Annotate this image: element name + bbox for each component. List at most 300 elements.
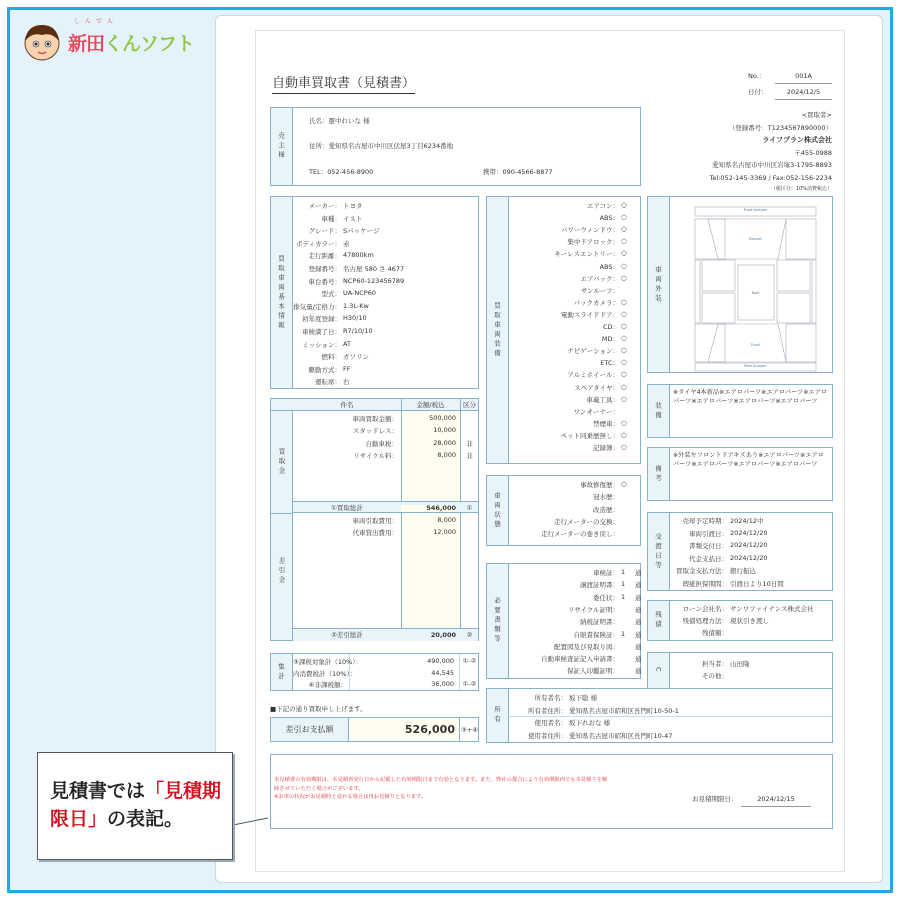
summary-amount: 490,000 — [427, 657, 454, 665]
summary-row — [293, 669, 478, 680]
list-item — [293, 239, 478, 251]
exterior-box — [647, 196, 833, 373]
notice-line-1: 本見積書の有効期限は、本見積書発行日から記載した有効期限日まで有効となります。また、弊社の都合により有効期限内でも本見積りを解 — [274, 777, 608, 783]
list-item — [509, 407, 640, 419]
list-item — [509, 529, 640, 541]
item-value: サンワファイナンス株式会社 — [730, 605, 814, 613]
item-value: トヨタ — [343, 202, 363, 210]
item-value: ○ — [621, 418, 627, 427]
logo — [22, 18, 195, 62]
item-key: アルミホイール： — [567, 371, 619, 380]
list-item — [509, 568, 640, 580]
item-key: 車種： — [321, 214, 341, 223]
item-unit: 通 — [635, 630, 642, 639]
list-item — [293, 251, 478, 263]
list-item — [509, 395, 640, 407]
item-value: 2024/12/20 — [730, 553, 768, 562]
list-item — [509, 201, 640, 213]
item-value: ○ — [621, 443, 627, 451]
item-value: ガソリン — [343, 353, 369, 362]
item-value: 坂下れおな 様 — [569, 719, 611, 727]
item-value: ○ — [621, 249, 627, 258]
money-row — [293, 426, 478, 438]
payment-formula: ③+④ — [460, 726, 479, 734]
buyer-reg: （登録番号：T1234567890000） — [728, 123, 832, 132]
item-value: 現状引き渡し — [730, 617, 769, 625]
logo-text-green: くんソフト — [104, 32, 195, 55]
list-item — [293, 289, 478, 301]
expiry-value: 2024/12/15 — [741, 796, 811, 807]
item-key: 車台番号： — [308, 277, 341, 286]
list-item — [509, 322, 640, 334]
list-item — [509, 346, 640, 358]
money-amount: 500,000 — [429, 414, 456, 422]
notice-text — [274, 776, 607, 802]
seller-mobile-label: 携帯： — [483, 168, 503, 176]
summary-formula: ①-② — [462, 657, 477, 665]
money-kubun: 非 — [466, 439, 473, 448]
money-amount: 8,000 — [437, 450, 456, 459]
rear-bumper-label: Rear bumper — [744, 364, 767, 368]
item-key: ワンオーナー： — [573, 407, 619, 416]
item-key: ABS： — [599, 262, 619, 271]
summary-amount: 36,000 — [431, 680, 454, 688]
item-value: ○ — [621, 201, 627, 209]
seller-label: 売主様 — [277, 132, 285, 161]
money-amount: 12,000 — [433, 528, 456, 537]
contact-box — [647, 652, 833, 689]
list-item — [509, 492, 640, 504]
purchase-section-label: 買取金 — [277, 447, 286, 477]
item-value: ○ — [621, 261, 627, 270]
boy-face-icon — [22, 22, 62, 62]
item-value: 山田隆 — [730, 660, 750, 668]
item-key: ミッション： — [302, 340, 341, 349]
item-value: AT — [343, 339, 351, 348]
item-key: 運転席： — [315, 378, 341, 387]
list-item — [670, 671, 832, 683]
purchase-total-code: ① — [466, 504, 473, 512]
item-value: ○ — [621, 213, 627, 222]
list-item — [509, 630, 640, 642]
purchase-total-label: ①買取総計 — [331, 504, 363, 512]
condition-box — [486, 475, 641, 546]
list-item — [509, 517, 640, 529]
item-value: ○ — [621, 382, 627, 391]
item-key: キーレスエントリー： — [554, 250, 619, 259]
list-item — [670, 529, 832, 541]
item-key: 自動車検査証記入申請書： — [541, 655, 619, 664]
payment-value: 526,000 — [349, 718, 460, 741]
list-item — [293, 264, 478, 276]
no-label: No.： — [748, 72, 766, 80]
trunk-label: Trunk — [750, 343, 761, 347]
buyer-heading: <買取者> — [801, 111, 832, 119]
item-value: 2024/12中 — [730, 517, 764, 525]
list-item — [509, 580, 640, 592]
item-key: 譲渡証明書： — [580, 581, 619, 590]
item-key: 買取金支払方法： — [676, 567, 728, 575]
item-value: 1 — [621, 592, 626, 601]
item-value: 47800km — [343, 251, 374, 260]
item-value: ○ — [621, 309, 627, 318]
item-unit: 通 — [635, 618, 642, 627]
remarks-text: ※外装左フロントドアキズあり※エアロパーツ※エアロパーツ※エアロパーツ※エアロパーツ※エアロパーツ — [673, 452, 824, 468]
item-value: ○ — [621, 297, 627, 306]
offer-note: ■下記の通り買取申し上げます。 — [270, 705, 367, 713]
item-key: 保証人印鑑証明： — [567, 667, 619, 676]
item-unit: 通 — [635, 593, 642, 602]
money-row — [293, 451, 478, 463]
list-item — [509, 334, 640, 346]
logo-text-red: 新田 — [68, 32, 105, 55]
document-title: 自動車買取書（見積書） — [272, 76, 415, 94]
callout-pre: 見積書では — [50, 780, 146, 802]
item-value: 愛知県名古屋市昭和区長門町10-50-1 — [569, 706, 679, 715]
debt-box — [647, 600, 833, 641]
item-key: 担当者： — [702, 660, 728, 668]
vehicle-info-label: 買取車両基本情報 — [277, 254, 285, 331]
seller-box — [270, 107, 641, 186]
equipment-label: 買取車両装備 — [493, 301, 501, 359]
summary-item: ④非課税額： — [308, 681, 347, 689]
deduct-total-row — [293, 628, 478, 641]
date-label: 日付： — [748, 88, 768, 96]
item-key: 所有者名： — [534, 694, 567, 702]
list-item — [509, 370, 640, 382]
money-item: 自動車税： — [365, 439, 398, 448]
seller-tel-label: TEL： — [309, 168, 328, 176]
seller-name — [309, 118, 370, 125]
list-item — [509, 706, 832, 718]
summary-label: 集計 — [277, 662, 285, 682]
front-bumper-label: Front bumper — [743, 208, 768, 212]
item-value: 2024/12/20 — [730, 528, 768, 537]
list-item — [509, 431, 640, 443]
item-key: バックカメラ： — [573, 298, 619, 307]
callout-highlight: 「見積期限日」 — [50, 780, 222, 830]
item-key: 委任状： — [593, 593, 619, 602]
list-item — [509, 383, 640, 395]
list-item — [509, 642, 640, 654]
item-key: リサイクル証明： — [567, 605, 619, 614]
item-key: スペアタイヤ： — [574, 383, 619, 392]
money-row — [293, 516, 478, 528]
buyer-zip: 〒455-0988 — [794, 148, 832, 157]
item-key: 売却予定時期： — [682, 517, 728, 525]
item-key: メーカー： — [308, 202, 341, 210]
list-item — [509, 262, 640, 274]
list-item — [509, 593, 640, 605]
list-item — [509, 731, 832, 743]
seller-tel — [309, 169, 373, 176]
item-key: 事故修復歴： — [580, 481, 619, 489]
item-value: UA-NCP60 — [343, 289, 376, 298]
money-item: リサイクル料： — [353, 451, 398, 460]
item-key: 走行メーターの巻き戻し： — [541, 530, 619, 539]
item-key: ナビゲーション： — [567, 347, 619, 356]
summary-amount: 44,545 — [431, 668, 454, 677]
item-key: 車検証： — [593, 569, 619, 577]
notice-line-3: ※お車の状況がお見積時と変わる場合は再お見積りとなります。 — [274, 794, 427, 800]
item-key: 残債処理方法： — [682, 617, 728, 625]
contact-label: C — [654, 666, 663, 675]
item-unit: 通 — [635, 642, 642, 651]
item-value: ○ — [621, 237, 627, 246]
item-unit: 通 — [635, 667, 642, 676]
documents-label: 必要書類等 — [493, 597, 501, 645]
item-value: ○ — [621, 225, 627, 234]
item-key: ローン会社名： — [682, 605, 728, 613]
item-unit: 通 — [635, 569, 642, 577]
list-item — [509, 286, 640, 298]
list-item — [293, 214, 478, 226]
money-row — [293, 414, 478, 426]
deduct-total-label: ②差引総計 — [331, 631, 363, 639]
money-amount: 10,000 — [433, 426, 456, 435]
item-key: 登録番号： — [308, 265, 341, 273]
item-value: 1 — [621, 568, 626, 576]
item-value: ○ — [621, 273, 627, 282]
list-item — [509, 310, 640, 322]
item-unit: 通 — [635, 581, 642, 590]
buyer-telfax: Tel:052-145-3369 / Fax:052-156-2234 — [709, 173, 832, 182]
item-key: 排気量/定格力： — [293, 302, 341, 311]
item-value: H30/10 — [343, 314, 367, 323]
purchase-total-value: 546,000 — [401, 505, 456, 512]
item-value: 2024/12/20 — [730, 541, 768, 549]
item-key: 電動スライドドア： — [560, 310, 619, 319]
item-key: 代金支払日： — [689, 554, 728, 563]
item-key: ABS： — [599, 214, 619, 223]
item-value: 1.3L-Kw — [343, 301, 369, 310]
money-table — [270, 398, 479, 641]
list-item — [670, 604, 832, 616]
list-item — [509, 666, 640, 678]
remarks-label: 備考 — [654, 464, 662, 484]
money-amount: 8,000 — [437, 516, 456, 524]
list-item — [509, 274, 640, 286]
item-key: エアバック： — [580, 274, 619, 283]
list-item — [670, 554, 832, 566]
purchase-total-row — [293, 501, 478, 513]
list-item — [293, 277, 478, 289]
item-key: パワーウィンドウ： — [560, 226, 619, 235]
item-value: ○ — [621, 322, 627, 330]
item-value: 引渡日より10日間 — [730, 579, 784, 588]
item-key: 改造歴： — [593, 505, 619, 514]
item-key: 車検満了日： — [302, 328, 341, 336]
condition-label: 車両状態 — [493, 491, 501, 530]
seller-address — [309, 143, 453, 150]
logo-ruby: しんでん — [74, 18, 119, 25]
accessories-label: 装備 — [654, 401, 662, 421]
item-key: CD： — [602, 323, 619, 331]
notice-line-2: 除させていただく場合がございます。 — [274, 785, 364, 792]
money-kubun: 非 — [466, 451, 473, 460]
list-item — [509, 443, 640, 455]
summary-row — [293, 680, 478, 691]
item-key: 初年度登録： — [302, 315, 341, 324]
item-value: NCP60-123456789 — [343, 276, 405, 285]
item-key: 車両引渡日： — [689, 529, 728, 538]
item-key: 型式： — [321, 290, 341, 299]
list-item — [670, 541, 832, 553]
list-item — [293, 352, 478, 364]
list-item — [293, 377, 478, 389]
accessories-box — [647, 384, 833, 438]
expiry-label: お見積期限日： — [692, 795, 738, 803]
money-item: スタッドレス： — [352, 427, 398, 436]
item-value: ○ — [621, 430, 627, 439]
accessories-text: ※タイヤ4本新品※エアロパーツ※エアロパーツ※エアロパーツ※エアロパーツ※エアロパーツ※エアロパーツ — [673, 389, 827, 405]
summary-item: ③課税対象計（10%）： — [293, 658, 363, 666]
list-item — [509, 419, 640, 431]
item-key: 記録簿： — [593, 444, 619, 452]
item-key: グレード： — [308, 227, 341, 236]
item-key: 使用者住所： — [528, 731, 567, 740]
list-item — [293, 340, 478, 352]
item-value: ○ — [621, 480, 627, 488]
item-key: 瑕疵担保期間： — [682, 579, 728, 588]
bonnet-label: Bonnet — [749, 237, 762, 241]
item-value: 銀行振込 — [730, 567, 756, 575]
summary-item: 内消費税計（10%）： — [293, 669, 357, 678]
equipment-box — [486, 196, 641, 464]
exterior-label: 車両外装 — [654, 265, 662, 304]
list-item — [293, 226, 478, 238]
list-item — [509, 249, 640, 261]
deduct-total-code: ② — [466, 631, 473, 639]
buyer-tax-note: （税区分：10%消費税込） — [770, 186, 832, 192]
item-key: ETC： — [600, 359, 619, 368]
item-value: ○ — [621, 334, 627, 343]
item-value: 1 — [621, 580, 626, 589]
seller-mobile — [483, 169, 553, 176]
item-value: ○ — [621, 370, 627, 379]
owner-box — [486, 688, 833, 743]
item-value: 名古屋 580 さ 4677 — [343, 265, 405, 273]
item-unit: 通 — [635, 655, 642, 664]
list-item — [509, 213, 640, 225]
list-item — [670, 616, 832, 628]
money-amount: 28,000 — [433, 438, 456, 447]
buyer-address: 愛知県名古屋市中川区岩塚3-1795-8893 — [712, 161, 832, 169]
list-item — [509, 654, 640, 666]
item-key: 燃料： — [321, 353, 341, 362]
item-value: Sパッケージ — [343, 227, 380, 236]
seller-name-value: 靈中れいな 様 — [328, 117, 370, 125]
item-key: 配置図及び見取り図： — [554, 642, 619, 651]
list-item — [670, 659, 832, 671]
buyer-company: ライフプラン株式会社 — [762, 136, 832, 144]
delivery-box — [647, 512, 833, 591]
item-key: 納税証明書： — [580, 618, 619, 627]
seller-address-label: 住所： — [309, 142, 329, 150]
list-item — [509, 505, 640, 517]
money-row — [293, 528, 478, 540]
item-key: 禁煙車： — [593, 419, 619, 428]
item-key: 自賠責保険証： — [573, 630, 619, 639]
item-key: サンルーフ： — [580, 286, 619, 295]
list-item — [509, 480, 640, 492]
callout-pointer — [230, 800, 270, 830]
list-item — [670, 516, 832, 528]
debt-label: 残債 — [654, 611, 662, 630]
list-item — [509, 605, 640, 617]
list-item — [509, 693, 832, 705]
item-key: 集中ドアロック： — [567, 238, 619, 247]
header-item: 件名 — [340, 401, 354, 409]
deduct-total-value: 20,000 — [430, 631, 456, 639]
item-key: 冠水歴： — [593, 493, 619, 502]
item-value: 愛知県名古屋市昭和区長門町10-47 — [569, 731, 673, 740]
summary-formula: ①-② — [462, 680, 477, 688]
payment-box — [270, 717, 479, 742]
list-item — [509, 718, 832, 730]
list-item — [293, 365, 478, 377]
item-value: 右 — [343, 378, 350, 387]
seller-tel-value: 052-456-8900 — [327, 168, 374, 176]
roof-label: Roof — [751, 291, 760, 295]
list-item — [293, 314, 478, 326]
seller-address-value: 愛知県名古屋市中川区伏屋3丁目6234番地 — [328, 142, 454, 150]
item-key: 所有者住所： — [528, 706, 567, 715]
item-key: ボディカラー： — [296, 239, 341, 248]
summary-box — [270, 653, 479, 691]
list-item — [509, 225, 640, 237]
item-key: MD： — [601, 335, 619, 344]
money-item: 代車貸出費用： — [352, 529, 398, 538]
list-item — [670, 579, 832, 591]
list-item — [509, 298, 640, 310]
list-item — [293, 327, 478, 339]
item-value: イスト — [343, 214, 363, 223]
list-item — [293, 201, 478, 213]
delivery-label: 受渡日等 — [654, 532, 662, 571]
item-key: 駆動方式： — [308, 365, 341, 374]
list-item — [670, 566, 832, 578]
item-key: その他： — [702, 672, 728, 680]
item-key: 書類交付日： — [689, 542, 728, 550]
callout-post: の表記。 — [107, 808, 184, 830]
item-value: 坂下聡 様 — [569, 694, 598, 702]
item-unit: 通 — [635, 605, 642, 614]
item-value: ○ — [621, 358, 627, 367]
item-key: 車載工具： — [586, 395, 619, 404]
documents-box — [486, 563, 641, 679]
list-item — [509, 617, 640, 629]
vehicle-info-box — [270, 196, 479, 389]
money-item: 車両引取費用： — [352, 517, 398, 525]
money-row — [293, 439, 478, 451]
owner-label: 所有 — [493, 706, 501, 725]
no-value: 001A — [775, 73, 832, 84]
list-item — [509, 237, 640, 249]
date-value: 2024/12/5 — [775, 89, 832, 100]
header-amount: 金額/税込 — [416, 401, 445, 409]
item-value: ○ — [621, 346, 627, 355]
notice-box — [270, 754, 833, 829]
item-value: R7/10/10 — [343, 327, 373, 335]
item-value: 赤 — [343, 239, 350, 248]
item-key: 走行メーターの交換： — [554, 517, 619, 526]
remarks-box — [647, 447, 833, 501]
item-key: 走行距離： — [308, 252, 341, 261]
header-kubun: 区分 — [463, 401, 476, 409]
seller-name-label: 氏名： — [309, 117, 329, 125]
callout-box — [37, 752, 233, 860]
